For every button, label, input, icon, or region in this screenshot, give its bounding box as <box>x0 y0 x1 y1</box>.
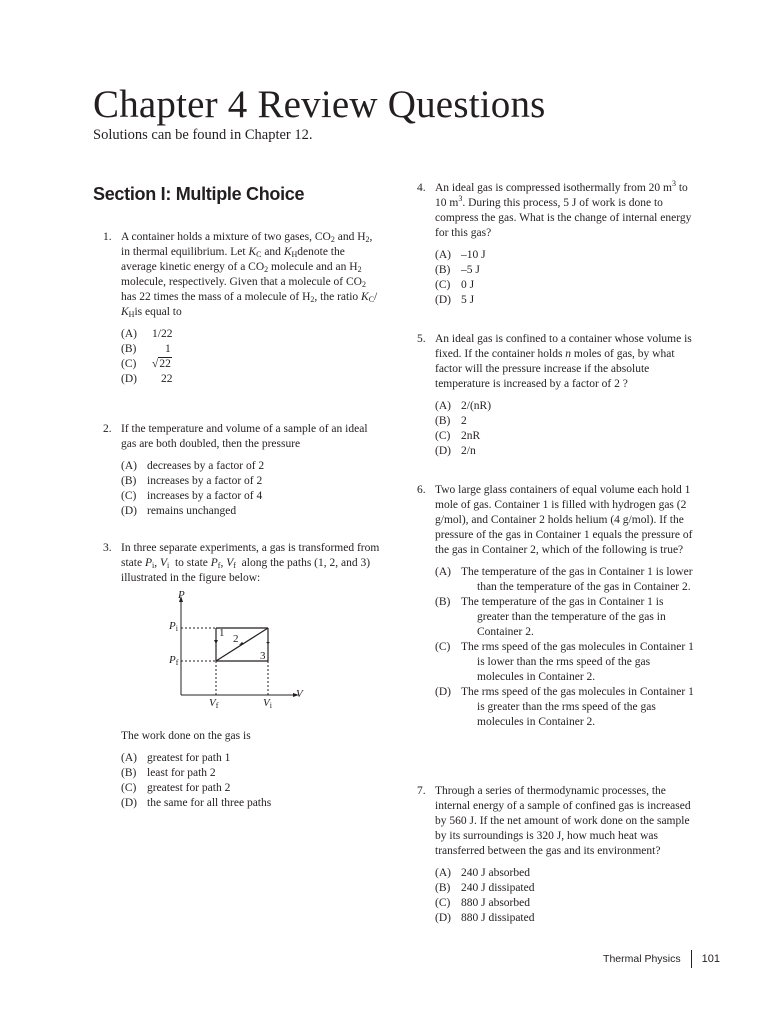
option-b[interactable]: (B) –5 J <box>435 264 480 276</box>
option-c[interactable]: (C) greatest for path 2 <box>121 782 231 794</box>
question-stem: An ideal gas is compressed isothermally from 20 $m^3$ to 10 $m^3$. During this process, 5 J of work is done to compress the gas. What is the change of internal energy for this gas? <box>435 179 692 239</box>
option-b[interactable]: (B) 2 <box>435 415 467 427</box>
page-subtitle: Solutions can be found in Chapter 12. <box>93 127 313 143</box>
footer-divider <box>691 950 692 968</box>
question-1 <box>103 230 383 387</box>
page-title: Chapter 4 Review Questions <box>93 83 546 126</box>
question-stem: Through a series of thermodynamic processes, the internal energy of a sample of confined gas is increased by 560 J. If the net amount of work done on the sample by its surroundings is 320 J, how much heat was transferred between the gas and its environment? <box>435 785 691 857</box>
option-c[interactable]: (C) The rms speed of the gas molecules in Container 1 is lower than the rms speed of the gas molecules in Container 2. <box>435 641 694 683</box>
question-stem: An ideal gas is confined to a container whose volume is fixed. If the container holds n moles of gas, by what factor will the pressure increase if the absolute temperature is increased by a factor of 2 ? <box>435 333 692 390</box>
option-a[interactable]: (A) –10 J <box>435 249 486 261</box>
page-footer <box>603 950 720 968</box>
option-a[interactable]: (A) 240 J absorbed <box>435 867 530 879</box>
option-a[interactable]: (A) 2/(nR) <box>435 400 492 412</box>
option-c[interactable]: (C) 2nR <box>435 430 481 442</box>
question-6: 6. Two large glass containers of equal volume each hold 1 mole of gas. Container 1 is filled with hydrogen gas (2 g/mol), and Container 2 holds helium (4 g/mol). If the pressure of the gas in Container 1 equals the pressure of the gas in Container 2, which of the following is true? (A) The temperature of the gas in Container 1 is lower than the temperature of the gas in Container 2. (B) The temperature of the gas in Container 1 is greater than the temperature of the gas in Container 2. (C) The rms speed of the gas molecules in Container 1 is lower than the rms speed of the gas molecules in Container 2. (D) The rms speed of the gas molecules in Container 1 is greater than the rms speed of the gas molecules in Container 2. <box>435 483 697 730</box>
path-3-label: 3 <box>260 650 266 662</box>
path-2-label: 2 <box>233 633 239 645</box>
option-d[interactable]: (D) 2/n <box>435 445 476 457</box>
option-d[interactable]: (D) the same for all three paths <box>121 797 272 809</box>
option-list <box>435 248 697 308</box>
vf-label: $V_f$ <box>209 697 219 710</box>
option-d[interactable]: (D) The rms speed of the gas molecules in Container 1 is greater than the rms speed of the gas molecules in Container 2. <box>435 686 694 728</box>
vi-label: $V_i$ <box>263 697 272 710</box>
option-c[interactable]: (C) √22 <box>121 358 171 370</box>
v-axis-label: V <box>296 688 303 700</box>
page-number: 101 <box>701 952 720 965</box>
question-3-prompt: The work done on the gas is <box>121 730 251 742</box>
footer-chapter: Thermal Physics <box>603 952 681 965</box>
option-list <box>435 565 697 730</box>
question-7: 7. Through a series of thermodynamic processes, the internal energy of a sample of confined gas is increased by 560 J. If the net amount of work done on the sample by its surroundings is 320 J, how much heat was transferred between the gas and its environment? (A) 240 J absorbed (B) 240 J dissipated (C) 880 J absorbed (D) 880 J dissipated <box>435 784 697 926</box>
option-b[interactable]: (B) least for path 2 <box>121 767 216 779</box>
option-d[interactable]: (D) 880 J dissipated <box>435 912 535 924</box>
option-b[interactable]: (B) 240 J dissipated <box>435 882 535 894</box>
option-list <box>121 459 383 519</box>
question-2: 2. If the temperature and volume of a sample of an ideal gas are both doubled, then the pressure (A) decreases by a factor of 2 (B) increases by a factor of 2 (C) increases by a factor of 4 (D) remains unchanged <box>121 422 383 519</box>
question-3: 3. In three separate experiments, a gas is transformed from state $P_i$, $V_i$ to state $P_f$, $V_f$ along the paths (1, 2, and 3) illustrated in the figure below: <box>121 541 383 586</box>
option-list <box>121 751 383 811</box>
question-3-continued <box>121 729 383 811</box>
option-list <box>121 327 383 387</box>
section-heading: Section I: Multiple Choice <box>93 184 305 204</box>
question-stem: A container holds a mixture of two gases, $CO_2$ and $H_2$, in thermal equilibrium. Let $K_C$ and $K_Hdenote$ the average kinetic energy of a $CO_2$ molecule and an $H_2$ molecule, respectively. Given that a molecule of $CO_2$ has 22 times the mass of a molecule of $H_2$, the ratio $K_C/$ $K_His$ equal to <box>121 231 378 319</box>
option-a[interactable]: (A) The temperature of the gas in Container 1 is lower than the temperature of the gas in Container 2. <box>435 566 693 593</box>
option-d[interactable]: (D) 5 J <box>435 294 475 306</box>
question-stem: In three separate experiments, a gas is transformed from state $P_i$, $V_i$ to state $P_f$, $V_f$ along the paths (1, 2, and 3) illustrated in the figure below: <box>121 542 380 584</box>
sqrt-symbol: √22 <box>152 358 171 370</box>
option-c[interactable]: (C) increases by a factor of 4 <box>121 490 263 502</box>
option-d[interactable]: (D) remains unchanged <box>121 505 237 517</box>
option-d[interactable]: (D) 22 <box>121 373 173 385</box>
pv-diagram-svg <box>165 592 315 712</box>
option-a[interactable]: (A) decreases by a factor of 2 <box>121 460 265 472</box>
option-b[interactable]: (B) The temperature of the gas in Container 1 is greater than the temperature of the gas in Container 2. <box>435 596 666 638</box>
option-a[interactable]: (A) greatest for path 1 <box>121 752 231 764</box>
option-a[interactable]: (A) 1/22 <box>121 328 173 340</box>
question-5: 5. An ideal gas is confined to a container whose volume is fixed. If the container holds n moles of gas, by what factor will the pressure increase if the absolute temperature is increased by a factor of 2 ? (A) 2/(nR) (B) 2 (C) 2nR (D) 2/n <box>435 332 697 459</box>
question-4: 4. An ideal gas is compressed isothermally from 20 $m^3$ to 10 $m^3$. During this process, 5 J of work is done to compress the gas. What is the change of internal energy for this gas? (A) –10 J (B) –5 J (C) 0 J (D) 5 J <box>435 181 697 308</box>
option-list <box>435 399 697 459</box>
option-c[interactable]: (C) 880 J absorbed <box>435 897 530 909</box>
option-list <box>435 866 697 926</box>
question-stem: If the temperature and volume of a sample of an ideal gas are both doubled, then the pressure <box>121 423 368 450</box>
question-number: 1. <box>103 231 112 243</box>
p-axis-label: P <box>178 589 185 601</box>
option-c[interactable]: (C) 0 J <box>435 279 475 291</box>
pv-diagram <box>165 589 315 717</box>
option-b[interactable]: (B) increases by a factor of 2 <box>121 475 263 487</box>
pf-label: $P_f$ <box>169 654 179 667</box>
question-stem: Two large glass containers of equal volume each hold 1 mole of gas. Container 1 is filled with hydrogen gas (2 g/mol), and Container 2 holds helium (4 g/mol). If the pressure of the gas in Container 1 equals the pressure of the gas in Container 2, which of the following is true? <box>435 484 693 556</box>
option-b[interactable]: (B) 1 <box>121 343 171 355</box>
path-1-label: 1 <box>219 627 225 639</box>
pi-label: $P_i$ <box>169 620 178 633</box>
